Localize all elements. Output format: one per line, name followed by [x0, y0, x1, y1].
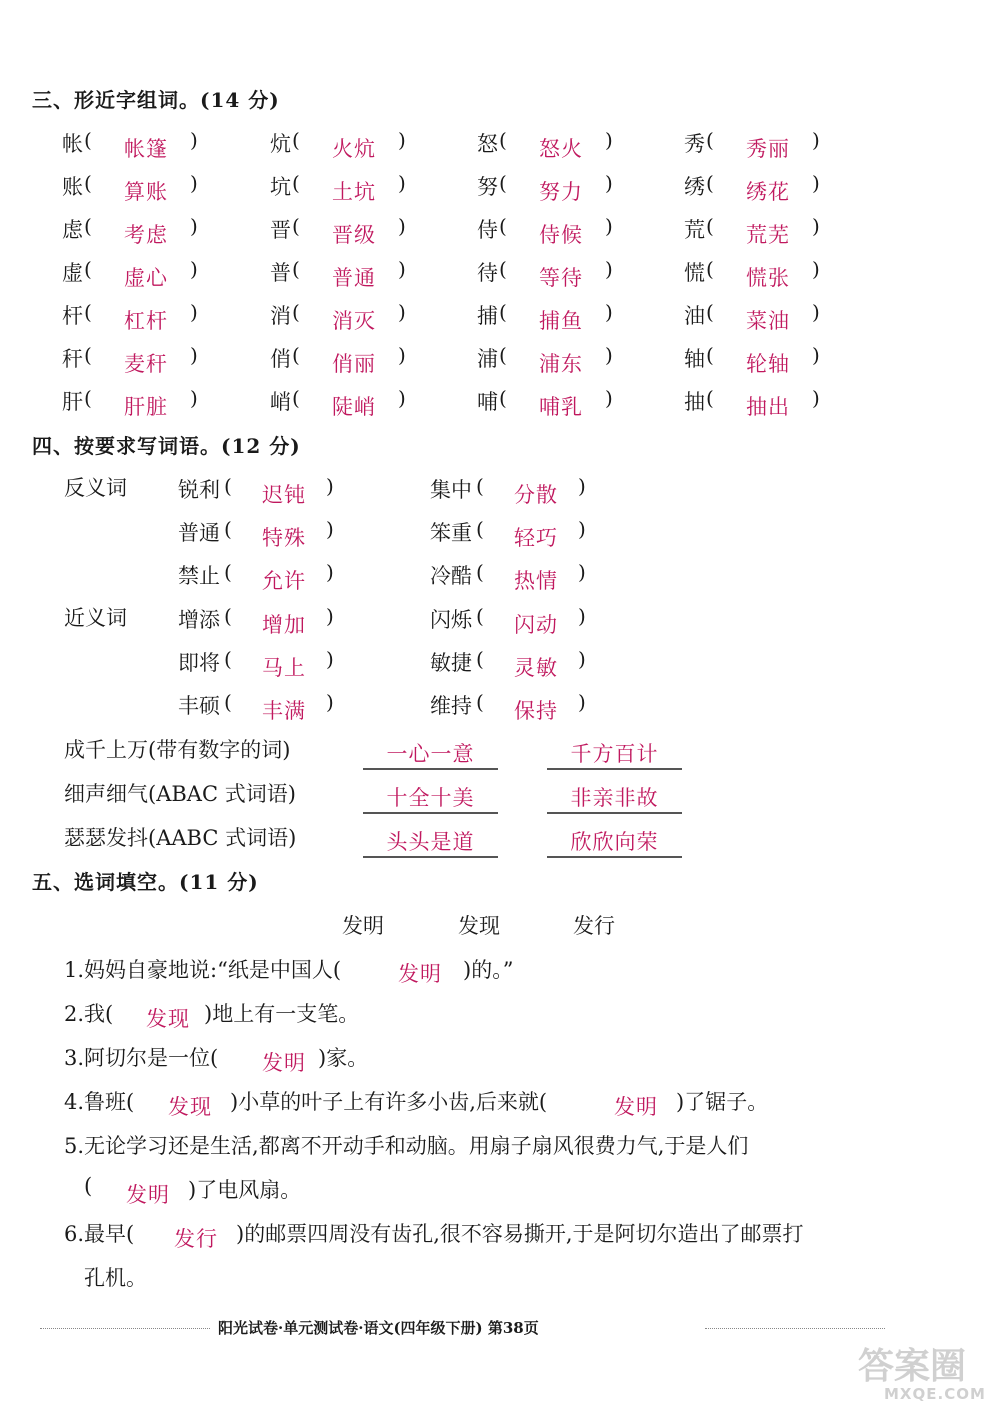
open-paren: (	[224, 647, 232, 671]
word-char: 帐	[62, 132, 83, 156]
word-char: 秀	[684, 132, 705, 156]
word-answer: 捕鱼	[539, 309, 583, 333]
word-answer: 慌张	[746, 266, 790, 290]
close-paren: )	[326, 474, 334, 498]
word-char: 哺	[477, 390, 498, 414]
pair-answer: 热情	[514, 569, 558, 593]
word-answer: 哺乳	[539, 395, 583, 419]
question-5-line1: 5.无论学习还是生活,都离不开动手和动脑。用扇子扇风很费力气,于是人们	[64, 1134, 749, 1158]
word-answer: 晋级	[332, 223, 376, 247]
pair-word: 敏捷	[430, 651, 472, 675]
word-char: 怒	[477, 132, 498, 156]
section3-title: 三、形近字组词。(14 分)	[32, 88, 280, 112]
word-char: 慌	[684, 261, 705, 285]
close-paren: )	[578, 690, 586, 714]
option-1: 发明	[342, 914, 384, 938]
open-paren: (	[476, 517, 484, 541]
word-char: 普	[270, 261, 291, 285]
word-answer: 陡峭	[332, 395, 376, 419]
synonym-label: 近义词	[64, 606, 127, 630]
open-paren: (	[706, 214, 714, 238]
pair-word: 闪烁	[430, 608, 472, 632]
word-answer: 俏丽	[332, 352, 376, 376]
watermark-url: MXQE.COM	[884, 1385, 986, 1403]
pair-word: 增添	[178, 608, 220, 632]
close-paren: )	[605, 386, 613, 410]
word-answer: 土坑	[332, 180, 376, 204]
close-paren: )	[578, 474, 586, 498]
pair-word: 笨重	[430, 521, 472, 545]
open-paren: (	[499, 214, 507, 238]
watermark-logo: 答案圈	[858, 1346, 967, 1387]
question-6-answer: 发行	[174, 1227, 218, 1251]
question-3-pre: 3.阿切尔是一位(	[64, 1046, 219, 1070]
question-4-pre: 4.鲁班(	[64, 1090, 135, 1114]
word-char: 消	[270, 304, 291, 328]
close-paren: )	[812, 386, 820, 410]
close-paren: )	[326, 690, 334, 714]
word-char: 晋	[270, 218, 291, 242]
open-paren: (	[499, 128, 507, 152]
open-paren: (	[292, 128, 300, 152]
open-paren: (	[499, 386, 507, 410]
pair-answer: 轻巧	[514, 526, 558, 550]
close-paren: )	[398, 257, 406, 281]
open-paren: (	[706, 128, 714, 152]
pair-word: 冷酷	[430, 564, 472, 588]
close-paren: )	[190, 257, 198, 281]
word-answer: 秀丽	[746, 137, 790, 161]
word-answer: 火炕	[332, 137, 376, 161]
word-char: 虚	[62, 261, 83, 285]
pattern-label: 成千上万(带有数字的词)	[64, 738, 291, 762]
word-char: 秆	[62, 347, 83, 371]
open-paren: (	[224, 517, 232, 541]
close-paren: )	[812, 343, 820, 367]
word-char: 峭	[270, 390, 291, 414]
open-paren: (	[84, 214, 92, 238]
open-paren: (	[499, 257, 507, 281]
word-char: 绣	[684, 175, 705, 199]
question-1-pre: 1.妈妈自豪地说:“纸是中国人(	[64, 958, 342, 982]
close-paren: )	[190, 171, 198, 195]
pair-answer: 丰满	[262, 699, 306, 723]
close-paren: )	[398, 300, 406, 324]
word-char: 浦	[477, 347, 498, 371]
question-6-line2: 孔机。	[84, 1266, 147, 1290]
word-answer: 帐篷	[124, 137, 168, 161]
close-paren: )	[605, 257, 613, 281]
close-paren: )	[578, 647, 586, 671]
pattern-answer: 欣欣向荣	[547, 826, 682, 858]
question-2-pre: 2.我(	[64, 1002, 114, 1026]
open-paren: (	[224, 690, 232, 714]
open-paren: (	[499, 343, 507, 367]
question-5-post: )了电风扇。	[188, 1178, 302, 1202]
word-answer: 怒火	[539, 137, 583, 161]
word-char: 坑	[270, 175, 291, 199]
pair-word: 集中	[430, 478, 472, 502]
question-2-post: )地上有一支笔。	[204, 1002, 360, 1026]
pair-answer: 允许	[262, 569, 306, 593]
footer-divider-left	[40, 1328, 210, 1329]
word-answer: 浦东	[539, 352, 583, 376]
close-paren: )	[578, 517, 586, 541]
footer-divider-right	[705, 1328, 885, 1329]
question-6-pre: 6.最早(	[64, 1222, 135, 1246]
pair-answer: 特殊	[262, 526, 306, 550]
open-paren: (	[292, 171, 300, 195]
pattern-answer: 十全十美	[363, 782, 498, 814]
pair-word: 锐利	[178, 478, 220, 502]
close-paren: )	[190, 386, 198, 410]
close-paren: )	[812, 257, 820, 281]
word-answer: 杠杆	[124, 309, 168, 333]
word-answer: 等待	[539, 266, 583, 290]
open-paren: (	[476, 690, 484, 714]
open-paren: (	[476, 560, 484, 584]
open-paren: (	[292, 300, 300, 324]
word-char: 待	[477, 261, 498, 285]
pair-word: 丰硕	[178, 694, 220, 718]
word-char: 杆	[62, 304, 83, 328]
pair-answer: 保持	[514, 699, 558, 723]
close-paren: )	[398, 128, 406, 152]
word-answer: 抽出	[746, 395, 790, 419]
word-answer: 努力	[539, 180, 583, 204]
open-paren: (	[476, 474, 484, 498]
open-paren: (	[706, 300, 714, 324]
section5-title: 五、选词填空。(11 分)	[32, 870, 259, 894]
word-answer: 荒芜	[746, 223, 790, 247]
word-char: 俏	[270, 347, 291, 371]
close-paren: )	[578, 604, 586, 628]
close-paren: )	[812, 214, 820, 238]
open-paren: (	[292, 257, 300, 281]
word-answer: 侍候	[539, 223, 583, 247]
open-paren: (	[84, 300, 92, 324]
word-char: 捕	[477, 304, 498, 328]
word-char: 油	[684, 304, 705, 328]
open-paren: (	[84, 257, 92, 281]
close-paren: )	[605, 343, 613, 367]
question-4-answer-1: 发现	[168, 1095, 212, 1119]
question-3-post: )家。	[318, 1046, 369, 1070]
close-paren: )	[326, 647, 334, 671]
page-footer: 阳光试卷·单元测试卷·语文(四年级下册) 第38页	[218, 1319, 539, 1337]
word-answer: 菜油	[746, 309, 790, 333]
pattern-answer: 一心一意	[363, 738, 498, 770]
close-paren: )	[605, 300, 613, 324]
question-4-mid: )小草的叶子上有许多小齿,后来就(	[230, 1090, 548, 1114]
open-paren: (	[476, 647, 484, 671]
question-4-answer-2: 发明	[614, 1095, 658, 1119]
open-paren: (	[224, 474, 232, 498]
close-paren: )	[398, 386, 406, 410]
close-paren: )	[605, 214, 613, 238]
close-paren: )	[190, 128, 198, 152]
pair-word: 普通	[178, 521, 220, 545]
question-2-answer: 发现	[146, 1007, 190, 1031]
close-paren: )	[605, 171, 613, 195]
open-paren: (	[84, 343, 92, 367]
section4-title: 四、按要求写词语。(12 分)	[32, 434, 301, 458]
question-1-answer: 发明	[398, 962, 442, 986]
close-paren: )	[605, 128, 613, 152]
word-char: 努	[477, 175, 498, 199]
word-answer: 考虑	[124, 223, 168, 247]
open-paren: (	[224, 604, 232, 628]
open-paren: (	[706, 171, 714, 195]
close-paren: )	[190, 300, 198, 324]
word-answer: 肝脏	[124, 395, 168, 419]
pair-answer: 分散	[514, 483, 558, 507]
close-paren: )	[190, 214, 198, 238]
open-paren: (	[84, 386, 92, 410]
close-paren: )	[812, 300, 820, 324]
open-paren: (	[499, 171, 507, 195]
pattern-answer: 头头是道	[363, 826, 498, 858]
word-char: 轴	[684, 347, 705, 371]
close-paren: )	[812, 171, 820, 195]
pattern-answer: 非亲非故	[547, 782, 682, 814]
close-paren: )	[326, 517, 334, 541]
word-char: 虑	[62, 218, 83, 242]
pair-answer: 增加	[262, 613, 306, 637]
pattern-answer: 千方百计	[547, 738, 682, 770]
close-paren: )	[326, 604, 334, 628]
open-paren: (	[84, 171, 92, 195]
word-char: 账	[62, 175, 83, 199]
word-char: 荒	[684, 218, 705, 242]
antonym-label: 反义词	[64, 476, 127, 500]
word-answer: 算账	[124, 180, 168, 204]
close-paren: )	[326, 560, 334, 584]
word-answer: 普通	[332, 266, 376, 290]
option-3: 发行	[573, 914, 615, 938]
pair-answer: 闪动	[514, 613, 558, 637]
open-paren: (	[224, 560, 232, 584]
pair-answer: 灵敏	[514, 656, 558, 680]
open-paren: (	[84, 128, 92, 152]
open-paren: (	[706, 386, 714, 410]
close-paren: )	[190, 343, 198, 367]
pair-answer: 迟钝	[262, 483, 306, 507]
word-char: 肝	[62, 390, 83, 414]
open-paren: (	[476, 604, 484, 628]
open-paren: (	[292, 343, 300, 367]
question-6-post: )的邮票四周没有齿孔,很不容易撕开,于是阿切尔造出了邮票打	[236, 1222, 804, 1246]
question-5-pre: (	[84, 1174, 93, 1198]
close-paren: )	[578, 560, 586, 584]
pair-word: 维持	[430, 694, 472, 718]
word-answer: 消灭	[332, 309, 376, 333]
word-answer: 麦秆	[124, 352, 168, 376]
close-paren: )	[398, 343, 406, 367]
open-paren: (	[499, 300, 507, 324]
word-answer: 轮轴	[746, 352, 790, 376]
word-char: 炕	[270, 132, 291, 156]
question-4-post: )了锯子。	[676, 1090, 769, 1114]
question-5-answer: 发明	[126, 1183, 170, 1207]
open-paren: (	[706, 257, 714, 281]
open-paren: (	[292, 214, 300, 238]
close-paren: )	[398, 214, 406, 238]
question-3-answer: 发明	[262, 1051, 306, 1075]
word-answer: 绣花	[746, 180, 790, 204]
word-answer: 虚心	[124, 266, 168, 290]
pattern-label: 细声细气(ABAC 式词语)	[64, 782, 296, 806]
open-paren: (	[292, 386, 300, 410]
pair-answer: 马上	[262, 656, 306, 680]
word-char: 侍	[477, 218, 498, 242]
option-2: 发现	[458, 914, 500, 938]
pair-word: 禁止	[178, 564, 220, 588]
word-char: 抽	[684, 390, 705, 414]
close-paren: )	[812, 128, 820, 152]
question-1-post: )的。”	[463, 958, 514, 982]
pattern-label: 瑟瑟发抖(AABC 式词语)	[64, 826, 297, 850]
open-paren: (	[706, 343, 714, 367]
pair-word: 即将	[178, 651, 220, 675]
close-paren: )	[398, 171, 406, 195]
